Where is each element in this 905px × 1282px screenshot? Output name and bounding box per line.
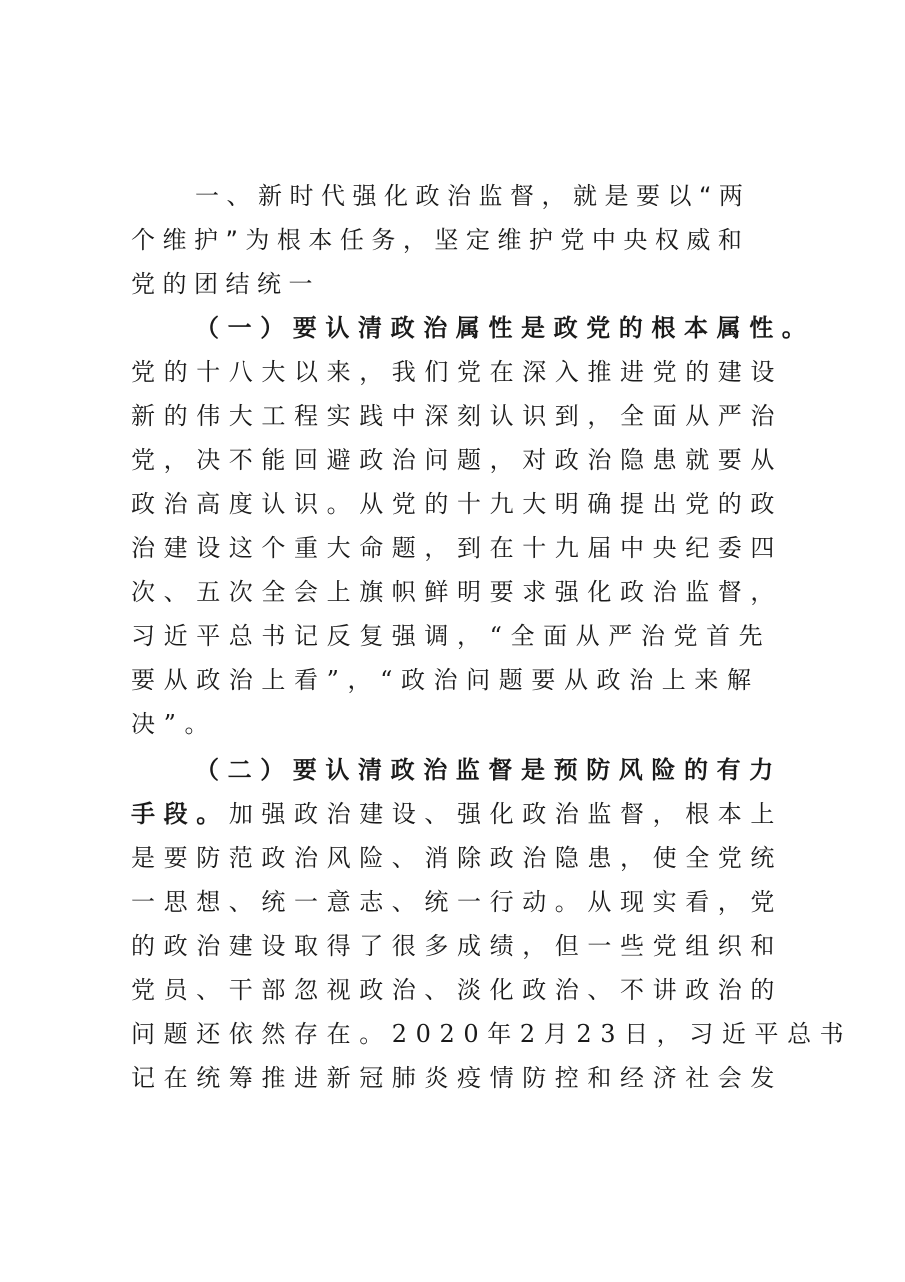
- section1-line-7: 习近平总书记反复强调，“全面从严治党首先: [131, 622, 772, 650]
- section1-line-1: 党的十八大以来，我们党在深入推进党的建设: [131, 358, 783, 386]
- section1-title: （一）要认清政治属性是政党的根本属性。: [195, 314, 815, 342]
- section2-line-3: 一思想、统一意志、统一行动。从现实看，党: [131, 888, 783, 916]
- section2-line-4: 的政治建设取得了很多成绩，但一些党组织和: [131, 932, 783, 960]
- section1-line-9: 决”。: [131, 710, 218, 738]
- section1-line-4: 政治高度认识。从党的十九大明确提出党的政: [131, 490, 783, 518]
- section2-line-1-rest: 加强政治建设、强化政治监督，根本上: [228, 800, 784, 828]
- section2-title-line-1: （二）要认清政治监督是预防风险的有力: [195, 756, 782, 784]
- section2-line-7: 记在统筹推进新冠肺炎疫情防控和经济社会发: [131, 1064, 783, 1092]
- section1-line-3: 党，决不能回避政治问题，对政治隐患就要从: [131, 446, 783, 474]
- section1-line-8: 要从政治上看”，“政治问题要从政治上来解: [131, 666, 760, 694]
- section1-line-6: 次、五次全会上旗帜鲜明要求强化政治监督，: [131, 578, 783, 606]
- heading-line-3: 党的团结统一: [131, 270, 320, 298]
- heading-line-1: 一、新时代强化政治监督，就是要以“两: [195, 182, 751, 210]
- section2-title-part-2: 手段。: [131, 800, 229, 828]
- section1-line-2: 新的伟大工程实践中深刻认识到，全面从严治: [131, 402, 783, 430]
- heading-line-2: 个维护”为根本任务，坚定维护党中央权威和: [131, 226, 750, 254]
- section2-line-2: 是要防范政治风险、消除政治隐患，使全党统: [131, 844, 783, 872]
- section2-line-5: 党员、干部忽视政治、淡化政治、不讲政治的: [131, 976, 783, 1004]
- section1-line-5: 治建设这个重大命题，到在十九届中央纪委四: [131, 534, 783, 562]
- section2-line-1: [131, 799, 811, 829]
- section2-line-6: 问题还依然存在。2020年2月23日，习近平总书: [131, 1020, 853, 1048]
